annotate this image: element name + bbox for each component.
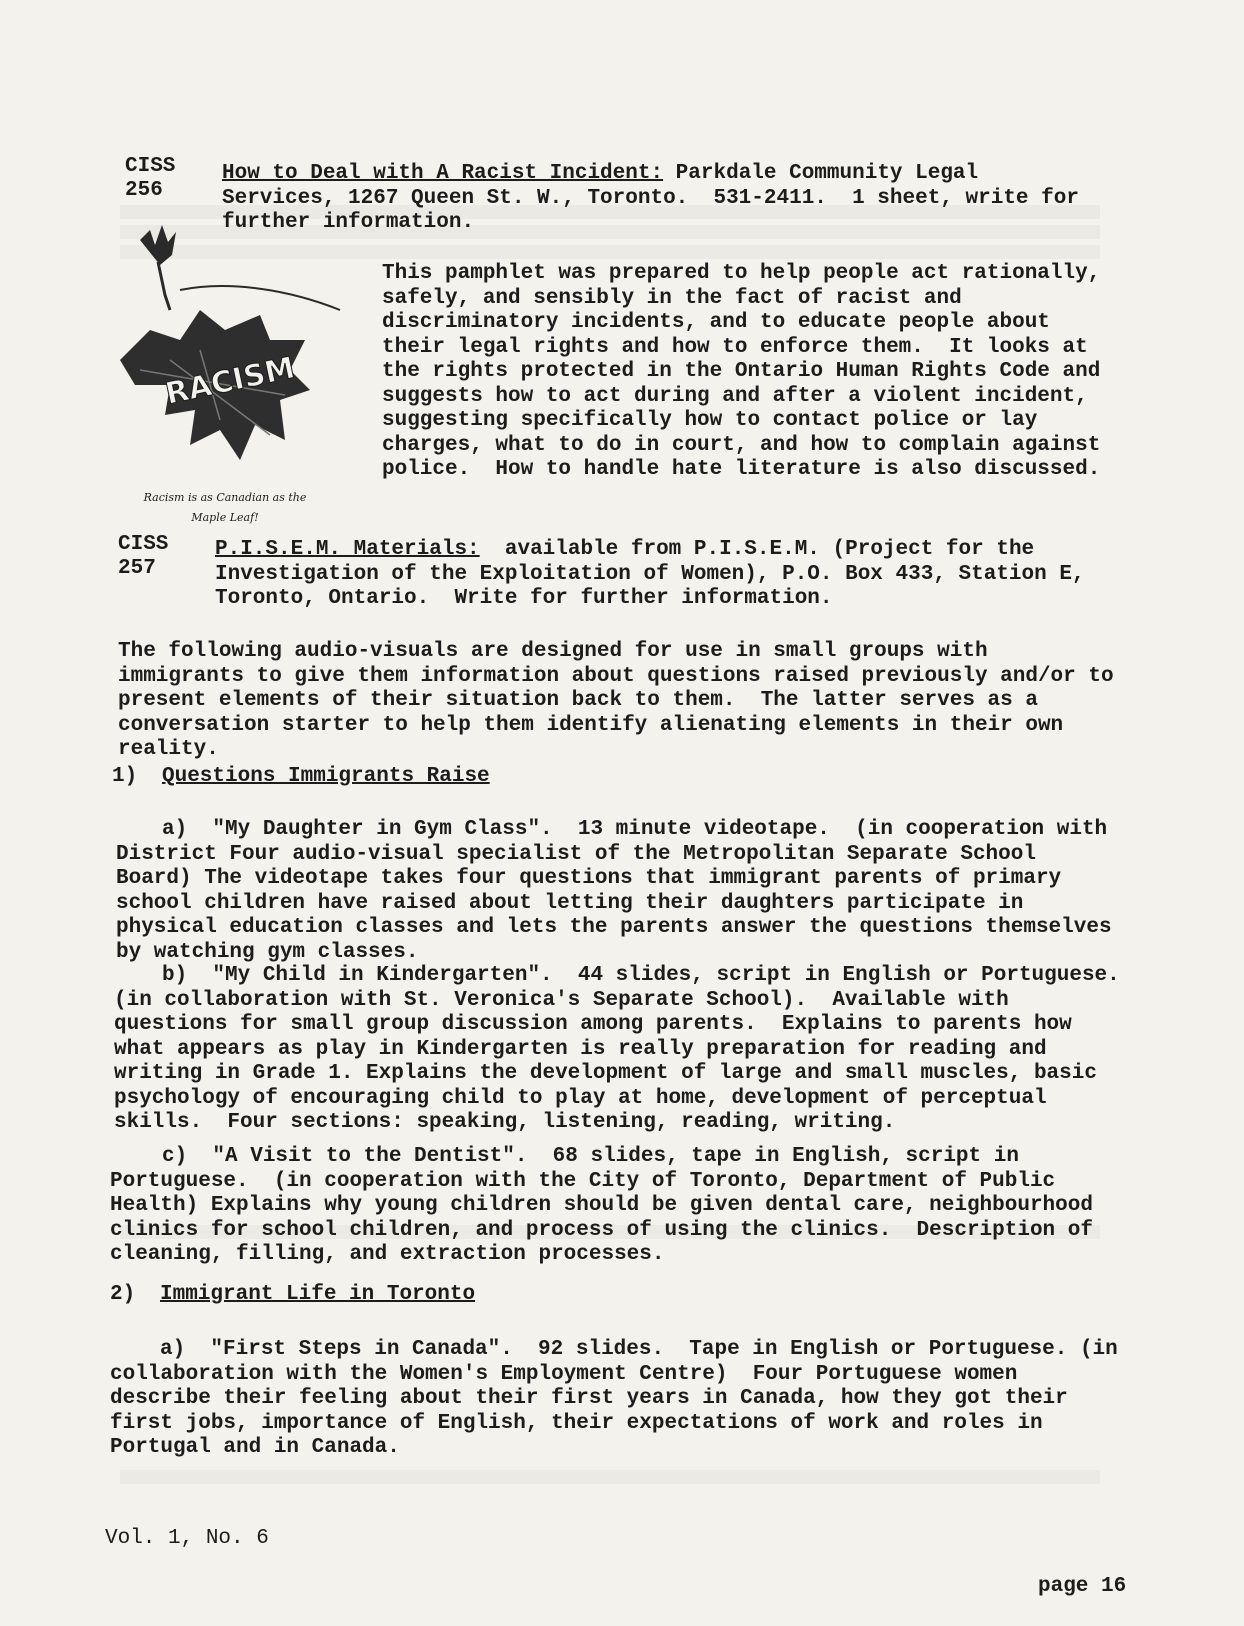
intro-paragraph: The following audio-visuals are designed for use in small groups with immigrants to give them information about questions raised previously and/or to present elements of their situation back to them. The latter serves as a conversation starter to help them identify alienating elements in their own reality. (118, 640, 1127, 761)
volume-label: Vol. 1, No. 6 (105, 1527, 269, 1550)
entry-title: How to Deal with A Racist Incident: (222, 162, 664, 185)
page-number: page 16 (1038, 1575, 1127, 1598)
entry-description: This pamphlet was prepared to help people act rationally, safely, and sensibly in the fact of racist and discriminatory incidents, and to educate people about their legal rights and how to enforce them. It looks at the rights protected in the Ontario Human Rights Code and suggests how to act during and after a violent incident, suggesting specifically how to contact police or lay charges, what to do in court, and how to complain against police. How to handle hate literature is also discussed. (382, 262, 1113, 481)
entry-header (215, 538, 1098, 612)
entry-details: available from P.I.S.E.M. (Project for the Investigation of the Exploitation of Women), P.O. Box 433, Station E, Toronto, Ontario. Write for further information. (215, 538, 1098, 610)
list-item: a) "My Daughter in Gym Class". 13 minute videotape. (in cooperation with District Four audio-visual specialist of the Metropolitan Separate School Board) The videotape takes four questions that immigrant parents of primary school children have raised about letting their daughters participate in physical education classes and lets the parents answer the questions themselves by watching gym classes. (116, 818, 1125, 964)
entry-code: CISS 257 (118, 533, 169, 580)
list-item: c) "A Visit to the Dentist". 68 slides, tape in English, script in Portuguese. (in cooperation with the City of Toronto, Department of Public Health) Explains why young children should be given dental care, neighbourhood clinics for school children, and process of using the clinics. Description of cleaning, filling, and extraction processes. (110, 1145, 1106, 1266)
leaf-label: RACISM (162, 350, 298, 412)
section-number: 2) (110, 1283, 136, 1306)
entry-code: CISS 256 (125, 155, 176, 202)
racism-maple-leaf-image (110, 220, 345, 470)
entry-header (222, 162, 1102, 236)
entry-title: P.I.S.E.M. Materials: (215, 538, 480, 561)
section-heading: Questions Immigrants Raise (162, 765, 490, 788)
image-caption: Racism is as Canadian as the Maple Leaf! (143, 491, 307, 524)
list-item: b) "My Child in Kindergarten". 44 slides, script in English or Portuguese. (in collaboration with St. Veronica's Separate School). Available with questions for small group discussion among parents. Explains to parents how what appears as play in Kindergarten is really preparation for reading and writing in Grade 1. Explains the development of large and small muscles, basic psychology of encouraging child to play at home, development of perceptual skills. Four sections: speaking, listening, reading, writing. (114, 964, 1133, 1134)
list-item: a) "First Steps in Canada". 92 slides. Tape in English or Portuguese. (in collaboration with the Women's Employment Centre) Four Portuguese women describe their feeling about their first years in Canada, how they got their first jobs, importance of English, their expectations of work and roles in Portugal and in Canada. (110, 1338, 1131, 1459)
entry-details: Parkdale Community Legal Services, 1267 Queen St. W., Toronto. 531-2411. 1 sheet, write for further information. (222, 162, 1092, 234)
section-heading: Immigrant Life in Toronto (160, 1283, 476, 1306)
section-number: 1) (112, 765, 138, 788)
